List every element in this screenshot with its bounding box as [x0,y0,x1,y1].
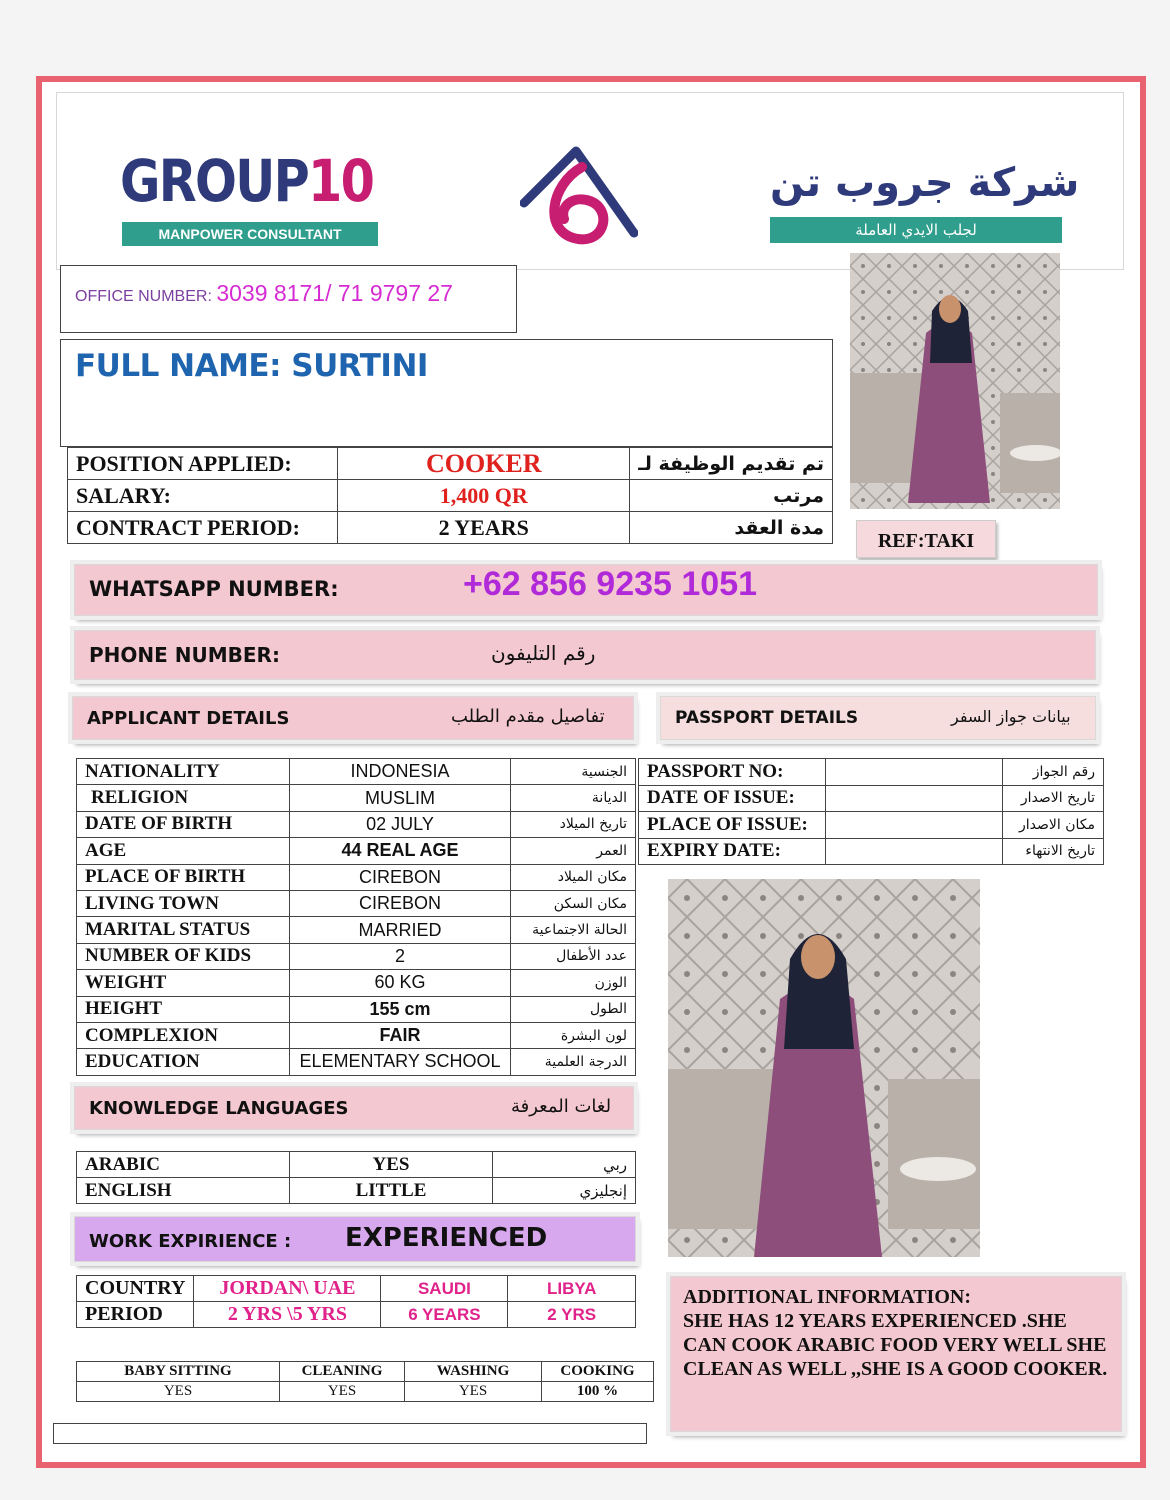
table-row [77,1276,636,1302]
table-row [77,970,636,996]
position-label: POSITION APPLIED: [68,448,338,480]
table-row [639,838,1104,865]
skill-value: 100 % [542,1382,654,1402]
skill-header: COOKING [542,1362,654,1382]
table-row [77,1382,654,1402]
language-label: ARABIC [77,1152,290,1178]
period-value: 6 YEARS [381,1302,508,1328]
skill-header: BABY SITTING [77,1362,280,1382]
position-table [67,447,833,544]
table-row [77,917,636,943]
table-row [77,1178,636,1204]
logo-arabic-subtitle: لجلب الايدي العاملة [770,217,1062,243]
table-row [77,759,636,785]
passport-ar: رقم الجواز [1003,759,1104,786]
passport-value [826,838,1003,865]
passport-ar: تاريخ الانتهاء [1003,838,1104,865]
country-value: SAUDI [381,1276,508,1302]
table-row [77,838,636,864]
detail-ar: العمر [511,838,636,864]
whatsapp-label: WHATSAPP NUMBER: [89,577,339,601]
applicant-details-label: APPLICANT DETAILS [87,708,290,729]
detail-label: PLACE OF BIRTH [77,864,290,890]
language-value: YES [290,1152,493,1178]
table-row [77,864,636,890]
detail-label: DATE OF BIRTH [77,811,290,837]
table-row [639,785,1104,812]
work-experience-label: WORK EXPIRIENCE : [89,1231,292,1252]
detail-label: NATIONALITY [77,759,290,785]
passport-value [826,785,1003,812]
whatsapp-number: +62 856 9235 1051 [463,565,758,603]
additional-info-title: ADDITIONAL INFORMATION: [683,1286,971,1308]
table-row [639,759,1104,786]
detail-label: HEIGHT [77,996,290,1022]
detail-label: RELIGION [77,785,290,811]
country-label: COUNTRY [77,1276,194,1302]
office-number-label: OFFICE NUMBER: [75,288,212,305]
detail-value: MUSLIM [290,785,511,811]
period-value: 2 YRS [508,1302,636,1328]
table-row [68,448,833,480]
period-label: PERIOD [77,1302,194,1328]
language-ar: ربي [493,1152,636,1178]
phone-ar: رقم التليفون [491,641,596,665]
table-row [77,996,636,1022]
passport-details-header [660,696,1096,740]
detail-ar: الطول [511,996,636,1022]
languages-table [76,1151,636,1204]
passport-details-label: PASSPORT DETAILS [675,708,859,728]
detail-value: 02 JULY [290,811,511,837]
applicant-details-table [76,758,636,1076]
detail-label: LIVING TOWN [77,890,290,916]
detail-ar: تاريخ الميلاد [511,811,636,837]
languages-ar: لغات المعرفة [511,1096,612,1117]
table-row [77,1362,654,1382]
table-row [77,1152,636,1178]
logo-arabic-title: شركة جروب تن [770,160,1080,206]
passport-details-ar: بيانات جواز السفر [951,707,1071,726]
detail-label: COMPLEXION [77,1022,290,1048]
passport-label: DATE OF ISSUE: [639,785,826,812]
logo-en-part2: 10 [308,147,374,215]
position-value: COOKER [338,448,630,480]
group10-logo [120,147,382,250]
salary-value: 1,400 QR [338,480,630,512]
detail-label: MARITAL STATUS [77,917,290,943]
period-value: 2 YRS \5 YRS [194,1302,381,1328]
skill-header: CLEANING [280,1362,405,1382]
detail-ar: عدد الأطفال [511,943,636,969]
whatsapp-bar [74,564,1098,616]
detail-label: AGE [77,838,290,864]
detail-value: FAIR [290,1022,511,1048]
phone-bar [74,630,1096,680]
phone-label: PHONE NUMBER: [89,643,280,667]
office-number-box [60,265,517,333]
passport-value [826,759,1003,786]
detail-value: CIREBON [290,864,511,890]
detail-label: WEIGHT [77,970,290,996]
country-value: JORDAN\ UAE [194,1276,381,1302]
passport-label: EXPIRY DATE: [639,838,826,865]
detail-value: INDONESIA [290,759,511,785]
country-value: LIBYA [508,1276,636,1302]
detail-ar: لون البشرة [511,1022,636,1048]
passport-value [826,812,1003,839]
logo-subtitle: MANPOWER CONSULTANT [122,222,378,246]
full-name: FULL NAME: SURTINI [60,339,833,447]
skill-header: WASHING [405,1362,542,1382]
detail-label: NUMBER OF KIDS [77,943,290,969]
language-label: ENGLISH [77,1178,290,1204]
passport-table [638,758,1104,865]
group10-mark-icon [520,145,638,245]
detail-value: MARRIED [290,917,511,943]
detail-label: EDUCATION [77,1049,290,1075]
arabic-logo [770,155,1080,250]
detail-ar: مكان السكن [511,890,636,916]
detail-ar: الديانة [511,785,636,811]
detail-value: 155 cm [290,996,511,1022]
contract-value: 2 YEARS [338,512,630,544]
table-row [77,943,636,969]
table-row [77,1022,636,1048]
detail-value: ELEMENTARY SCHOOL [290,1049,511,1075]
work-experience-bar [74,1216,636,1262]
table-row [68,512,833,544]
applicant-details-header [72,696,634,740]
salary-label: SALARY: [68,480,338,512]
passport-ar: مكان الاصدار [1003,812,1104,839]
table-row [77,890,636,916]
languages-label: KNOWLEDGE LANGUAGES [89,1098,349,1119]
applicant-details-ar: تفاصيل مقدم الطلب [451,706,605,727]
detail-ar: الدرجة العلمية [511,1049,636,1075]
additional-info-text: SHE HAS 12 YEARS EXPERIENCED .SHE CAN COOK ARABIC FOOD VERY WELL SHE CLEAN AS WELL ,,SHE IS A GOOD COOKER. [683,1310,1108,1380]
work-history-table [76,1275,636,1328]
language-value: LITTLE [290,1178,493,1204]
table-row [77,811,636,837]
languages-header [74,1086,634,1130]
detail-value: CIREBON [290,890,511,916]
detail-value: 2 [290,943,511,969]
table-row [77,1302,636,1328]
detail-ar: الجنسية [511,759,636,785]
table-row [639,812,1104,839]
applicant-photo-large [668,879,980,1257]
detail-ar: مكان الميلاد [511,864,636,890]
passport-ar: تاريخ الاصدار [1003,785,1104,812]
office-number-value: 3039 8171/ 71 9797 27 [216,280,453,306]
skills-table [76,1361,654,1402]
skill-value: YES [77,1382,280,1402]
position-ar: تم تقديم الوظيفة لـ [630,448,833,480]
contract-label: CONTRACT PERIOD: [68,512,338,544]
reference-badge: REF:TAKI [856,520,996,558]
contract-ar: مدة العقد [630,512,833,544]
additional-information [670,1276,1122,1432]
passport-label: PASSPORT NO: [639,759,826,786]
skill-value: YES [405,1382,542,1402]
table-row [77,1049,636,1075]
detail-value: 44 REAL AGE [290,838,511,864]
applicant-photo-small [850,253,1060,509]
salary-ar: مرتب [630,480,833,512]
logo-en-part1: GROUP [120,147,309,215]
table-row [77,785,636,811]
detail-ar: الوزن [511,970,636,996]
detail-value: 60 KG [290,970,511,996]
table-row [68,480,833,512]
detail-ar: الحالة الاجتماعية [511,917,636,943]
skill-value: YES [280,1382,405,1402]
passport-label: PLACE OF ISSUE: [639,812,826,839]
empty-footer-box [53,1423,647,1444]
work-experience-value: EXPERIENCED [345,1223,548,1253]
language-ar: إنجليزي [493,1178,636,1204]
